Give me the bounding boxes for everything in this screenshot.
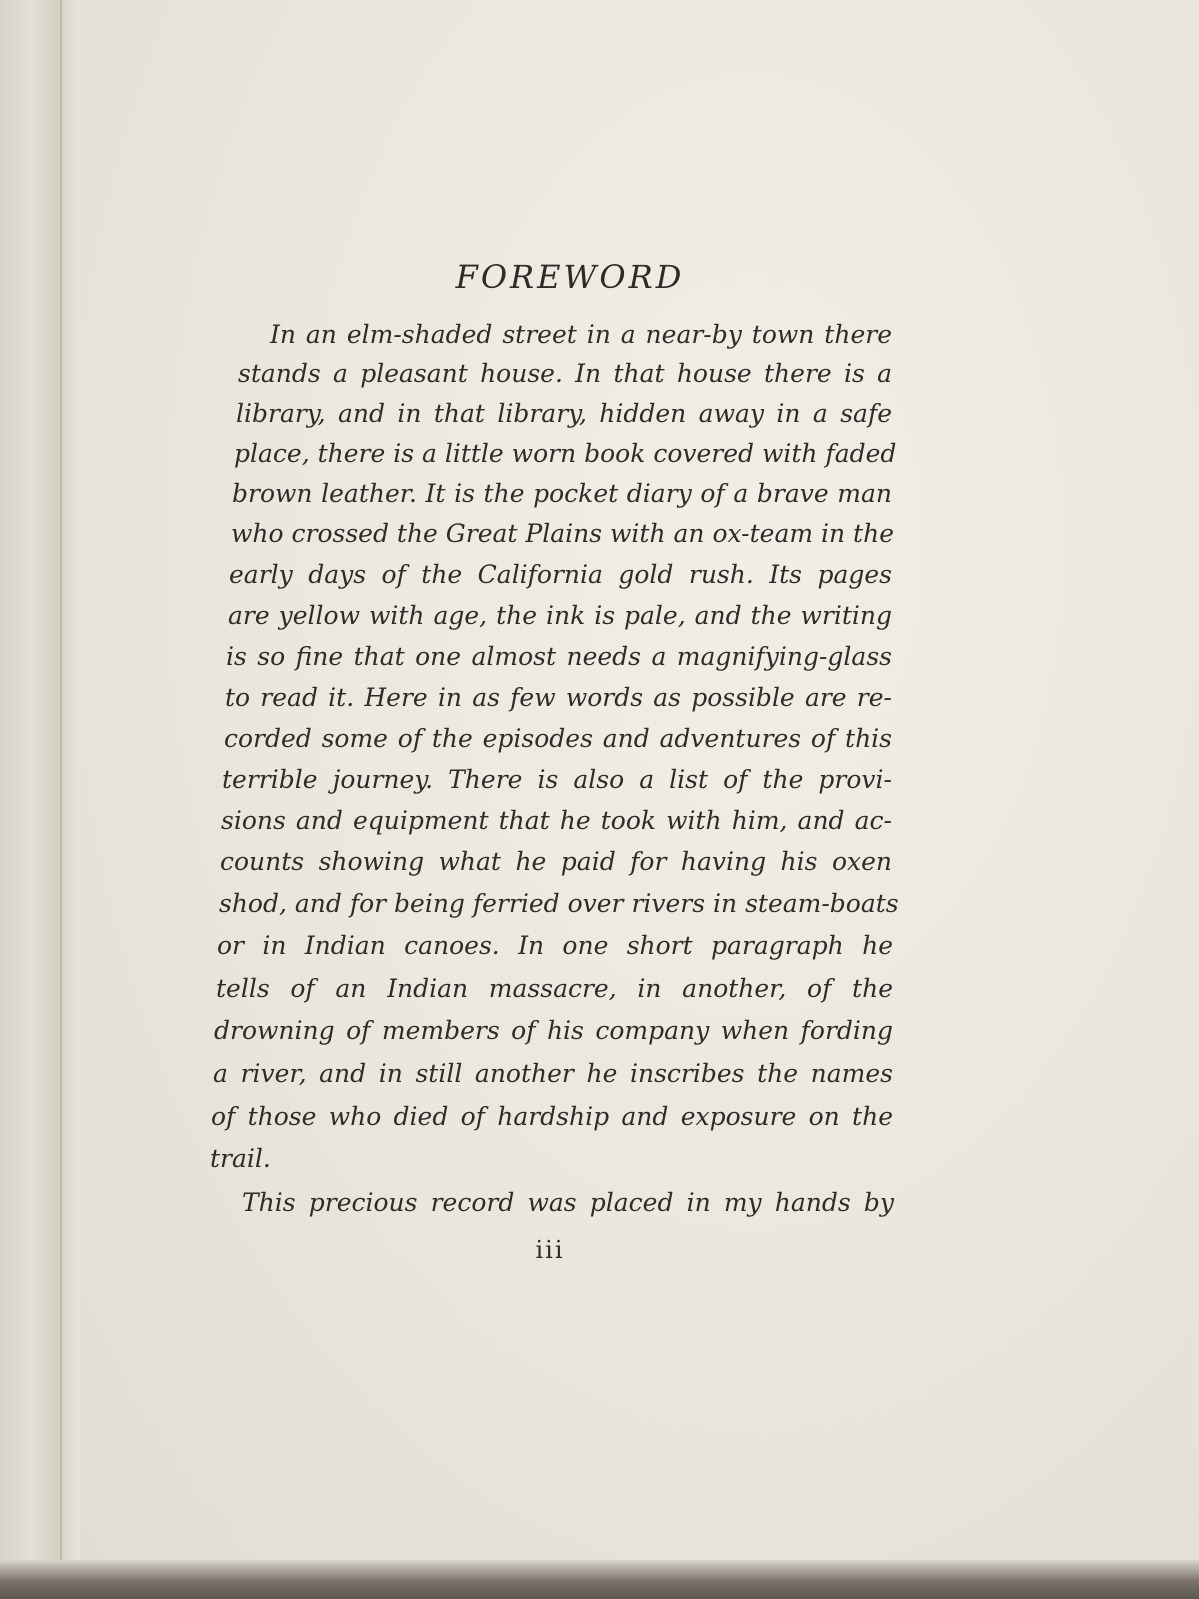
text-line: corded some of the episodes and adventures of this [224,724,892,753]
text-line: early days of the California gold rush. Its pages [229,560,892,589]
text-line: In an elm-shaded street in a near-by town there [270,320,892,349]
text-line: place, there is a little worn book covered with faded [234,439,897,468]
book-spine [0,0,81,1599]
text-line: library, and in that library, hidden away in a safe [236,399,892,428]
page-title: FOREWORD [455,258,685,296]
text-line: counts showing what he paid for having his oxen [220,847,892,876]
spine-fold [60,0,62,1599]
page-number: iii [535,1236,565,1264]
text-line: to read it. Here in as few words as possible are re- [225,683,892,712]
text-line: tells of an Indian massacre, in another, of the [216,974,893,1003]
text-line: terrible journey. There is also a list of the provi- [222,765,892,794]
text-line: or in Indian canoes. In one short paragraph he [217,931,893,960]
text-line: shod, and for being ferried over rivers in steam-boats [219,889,899,918]
text-line: sions and equipment that he took with him, and ac- [221,806,892,835]
page-bottom-edge [0,1560,1199,1599]
text-line: who crossed the Great Plains with an ox-team in the [231,519,894,548]
text-line: a river, and in still another he inscribes the names [213,1059,893,1088]
text-line: brown leather. It is the pocket diary of a brave man [232,479,892,508]
text-line: is so fine that one almost needs a magnifying-glass [226,642,892,671]
text-line: are yellow with age, the ink is pale, and the writing [228,601,892,630]
text-line: trail. [210,1144,271,1173]
text-line: stands a pleasant house. In that house there is a [238,359,892,388]
text-line: drowning of members of his company when fording [214,1016,893,1045]
text-line: of those who died of hardship and exposure on the [211,1102,893,1131]
text-line: This precious record was placed in my hands by [242,1188,894,1217]
